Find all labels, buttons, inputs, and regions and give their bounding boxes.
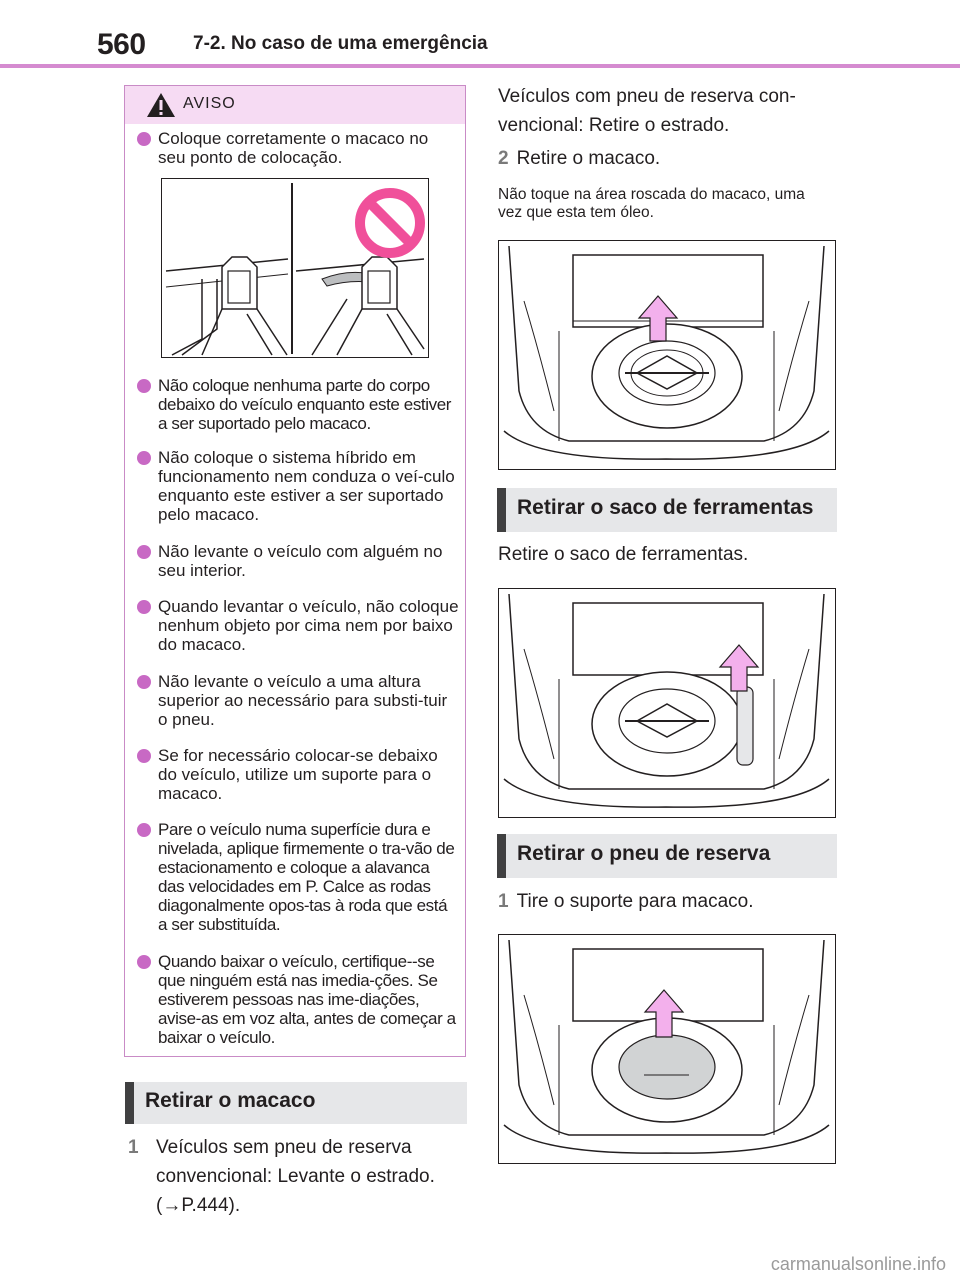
warning-triangle-icon <box>146 92 176 118</box>
trunk-jack-illustration <box>498 240 836 470</box>
jack-oil-note: Não toque na área roscada do macaco, uma vez que esta tem óleo. <box>498 186 805 221</box>
step-number: 2 <box>498 148 509 169</box>
trunk-spare-tire-illustration <box>498 934 836 1164</box>
trunk-tool-bag-illustration <box>498 588 836 818</box>
footer-watermark: carmanualsonline.info <box>770 1254 946 1274</box>
bullet-icon <box>137 132 151 146</box>
page-number: 560 <box>97 28 146 61</box>
bullet-icon <box>137 600 151 614</box>
header-divider <box>0 64 960 68</box>
bullet-icon <box>137 823 151 837</box>
bullet-icon <box>137 675 151 689</box>
warning-item: Não levante o veículo a uma altura superior ao necessário para substi-tuir o pneu. <box>129 672 459 729</box>
bullet-icon <box>137 955 151 969</box>
warning-item: Quando baixar o veículo, certifique--se que ninguém está nas imedia-ções. Se estiverem pessoas nas ime-diações, avise-as em voz alta, antes de começar a baixar o veículo. <box>129 952 459 1047</box>
warning-header <box>125 86 465 124</box>
warning-item: Quando levantar o veículo, não coloque nenhum objeto por cima nem por baixo do macaco. <box>129 597 459 654</box>
section-title: 7-2. No caso de uma emergência <box>193 33 488 54</box>
warning-label: AVISO <box>183 95 236 112</box>
step-1-remove-spare: 1 Tire o suporte para macaco. <box>498 891 754 912</box>
warning-item: Não levante o veículo com alguém no seu interior. <box>129 542 459 580</box>
bullet-icon <box>137 749 151 763</box>
bullet-icon <box>137 545 151 559</box>
section-heading-remove-tool-bag: Retirar o saco de ferramentas <box>497 488 837 532</box>
step-2-remove-jack: 2 Retire o macaco. <box>498 148 661 169</box>
warning-item: Não coloque o sistema híbrido em funcionamento nem conduza o veí-culo enquanto este estiver a ser suportado pelo macaco. <box>129 448 459 524</box>
section-heading-remove-spare-tire: Retirar o pneu de reserva <box>497 834 837 878</box>
prohibited-icon <box>360 193 420 253</box>
warning-item: Se for necessário colocar-se debaixo do veículo, utilize um suporte para o macaco. <box>129 746 459 803</box>
warning-item: Não coloque nenhuma parte do corpo debaixo do veículo enquanto este estiver a ser suportado pelo macaco. <box>129 376 459 433</box>
section-heading-remove-jack: Retirar o macaco <box>125 1082 467 1124</box>
warning-item: Coloque corretamente o macaco no seu ponto de colocação. <box>129 129 459 167</box>
warning-box <box>124 85 466 1057</box>
jack-placement-illustration <box>161 178 429 358</box>
remove-tool-bag-text: Retire o saco de ferramentas. <box>498 544 749 565</box>
bullet-icon <box>137 451 151 465</box>
step-number: 1 <box>128 1137 139 1158</box>
step-1-remove-jack: 1 Veículos sem pneu de reserva convencional: Levante o estrado. (→P.444). <box>128 1133 466 1220</box>
step-number: 1 <box>498 891 509 912</box>
step-1b-remove-board: Veículos com pneu de reserva con-vencional: Retire o estrado. <box>498 86 796 136</box>
warning-item: Pare o veículo numa superfície dura e nivelada, aplique firmemente o tra-vão de estacionamento e coloque a alavanca das velocidades em P. Calce as rodas diagonalmente opos-tas à roda que está a ser substituída. <box>129 820 459 934</box>
bullet-icon <box>137 379 151 393</box>
